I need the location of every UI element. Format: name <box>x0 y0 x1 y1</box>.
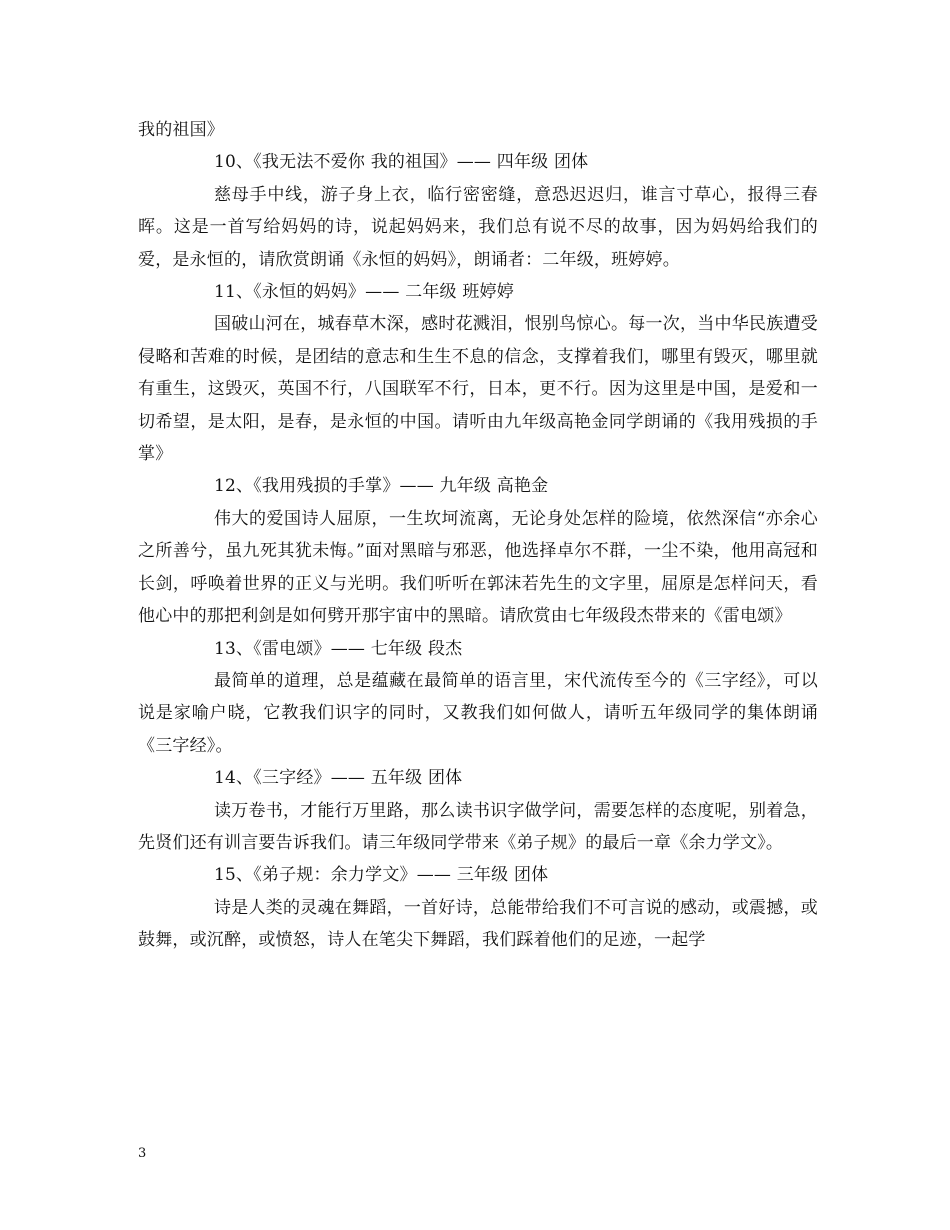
paragraph: 15、《弟子规：余力学文》—— 三年级 团体 <box>214 865 549 886</box>
paragraph: 国破山河在，城春草木深，感时花溅泪，恨别鸟惊心。每一次，当中华民族遭受侵略和苦难的时候，是团结的意志和生生不息的信念，支撑着我们，哪里有毁灭，哪里就有重生，这毁灭，英国不行，八国联军不行，日本，更不行。因为这里是中国，是爱和一切希望，是太阳，是春，是永恒的中国。请听由九年级高艳金同学朗诵的《我用残损的手掌》 <box>138 314 818 465</box>
paragraph: 我的祖国》 <box>138 120 224 140</box>
paragraph: 诗是人类的灵魂在舞蹈，一首好诗，总能带给我们不可言说的感动，或震撼，或鼓舞，或沉醉，或愤怒，诗人在笔尖下舞蹈，我们踩着他们的足迹，一起学 <box>138 897 818 951</box>
paragraph: 12、《我用残损的手掌》—— 九年级 高艳金 <box>214 476 549 497</box>
paragraph: 13、《雷电颂》—— 七年级 段杰 <box>214 638 463 659</box>
paragraph: 10、《我无法不爱你 我的祖国》—— 四年级 团体 <box>214 152 589 173</box>
paragraph: 慈母手中线，游子身上衣，临行密密缝，意恐迟迟归，谁言寸草心，报得三春晖。这是一首写给妈妈的诗，说起妈妈来，我们总有说不尽的故事，因为妈妈给我们的爱，是永恒的，请欣赏朗诵《永恒的妈妈》，朗诵者：二年级，班婷婷。 <box>138 184 818 270</box>
paragraph: 14、《三字经》—— 五年级 团体 <box>214 768 463 789</box>
document-body <box>138 114 818 957</box>
paragraph: 最简单的道理，总是蕴藏在最简单的语言里，宋代流传至今的《三字经》，可以说是家喻户晓，它教我们识字的同时，又教我们如何做人，请听五年级同学的集体朗诵《三字经》。 <box>138 670 818 756</box>
page-number: 3 <box>138 1146 147 1161</box>
paragraph: 伟大的爱国诗人屈原，一生坎坷流离，无论身处怎样的险境，依然深信“亦余心之所善兮，虽九死其犹未悔。”面对黑暗与邪恶，他选择卓尔不群，一尘不染，他用高冠和长剑，呼唤着世界的正义与光明。我们听听在郭沫若先生的文字里，屈原是怎样问天，看他心中的那把利剑是如何劈开那宇宙中的黑暗。请欣赏由七年级段杰带来的《雷电颂》 <box>138 508 818 627</box>
paragraph: 11、《永恒的妈妈》—— 二年级 班婷婷 <box>214 282 514 303</box>
paragraph: 读万卷书，才能行万里路，那么读书识字做学问，需要怎样的态度呢，别着急，先贤们还有训言要告诉我们。请三年级同学带来《弟子规》的最后一章《余力学文》。 <box>138 800 818 853</box>
